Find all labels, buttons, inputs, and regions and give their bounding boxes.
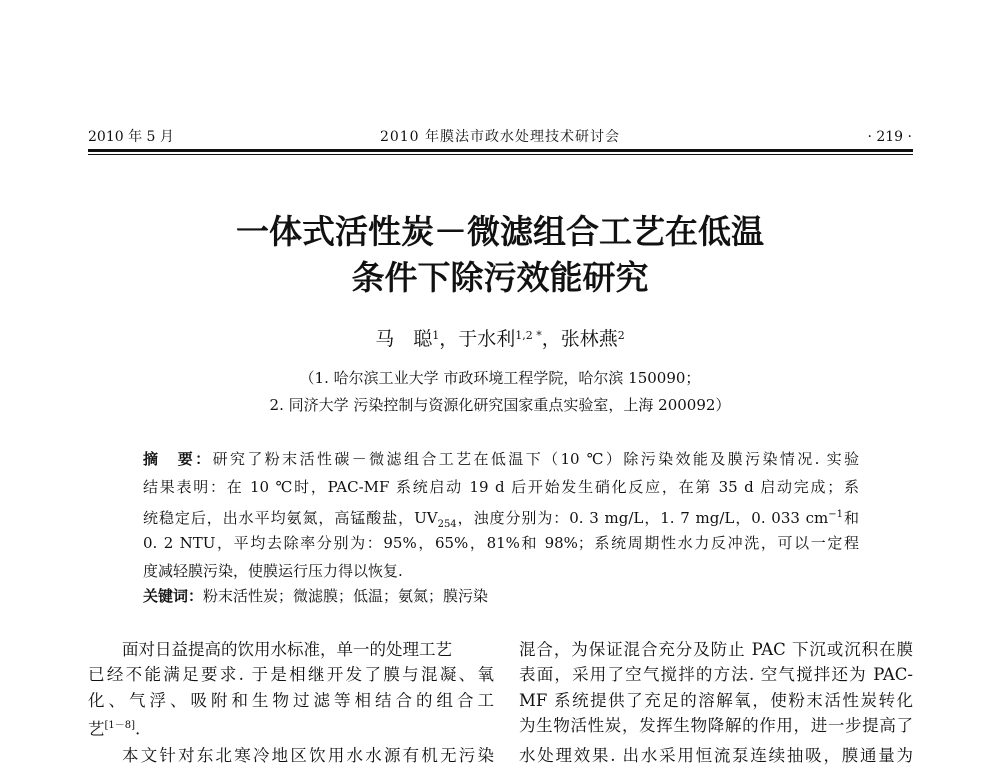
affiliation-line-1: （1. 哈尔滨工业大学 市政环境工程学院，哈尔滨 150090；: [299, 369, 701, 387]
abstract-line: [143, 448, 859, 470]
body-left-line: 本文针对东北寒冷地区饮用水水源有机无污染: [122, 746, 494, 765]
author-affil-mark: 1: [432, 329, 440, 342]
citation-marker: [1－8]: [104, 720, 136, 731]
author-affil-mark: 2: [617, 329, 625, 342]
abstract-line: 结果表明：在 10 ℃时，PAC-MF 系统启动 19 d 后开始发生硝化反应，在第 35 d 启动完成；系: [143, 478, 859, 496]
author-affil-mark: 1,2 *: [515, 329, 542, 342]
paper-title-line-2: 条件下除污效能研究: [351, 258, 649, 297]
author-separator: ，: [541, 328, 561, 350]
abstract-label: 摘 要：: [143, 450, 213, 468]
body-right-line: 为生物活性炭，发挥生物降解的作用，进一步提高了: [519, 716, 913, 735]
author-separator: ，: [439, 328, 459, 350]
body-right-line: 混合，为保证混合充分及防止 PAC 下沉或沉积在膜: [519, 640, 913, 659]
body-right-line: MF 系统提供了充足的溶解氧，使粉末活性炭转化: [519, 691, 913, 710]
body-text: .: [135, 719, 141, 739]
abstract-line: 0. 2 NTU，平均去除率分别为：95%，65%，81%和 98%；系统周期性水力反冲洗，可以一定程: [143, 534, 859, 552]
abstract-text: 统稳定后，出水平均氨氮，高锰酸盐，UV: [143, 509, 438, 527]
body-text: 艺: [88, 719, 105, 739]
body-right-line: 表面，采用了空气搅拌的方法. 空气搅拌还为 PAC-: [519, 665, 913, 684]
keywords-text: 粉末活性炭；微滤膜；低温；氨氮；膜污染: [203, 587, 489, 605]
body-left-line: [88, 713, 494, 742]
paper-title-line-1: 一体式活性炭－微滤组合工艺在低温: [236, 212, 764, 251]
abstract-text: ，浊度分别为：0. 3 mg/L，1. 7 mg/L，0. 033 cm: [456, 509, 829, 527]
keywords-label: 关键词：: [143, 587, 204, 605]
keywords-line: [143, 585, 859, 607]
author-name: 张林燕: [560, 328, 618, 350]
body-left-line: 化、气浮、吸附和生物过滤等相结合的组合工: [88, 691, 494, 710]
author-name: 于水利: [458, 328, 516, 350]
body-left-line: 已经不能满足要求. 于是相继开发了膜与混凝、氧: [88, 665, 494, 684]
body-left-line: 面对日益提高的饮用水标准，单一的处理工艺: [122, 640, 452, 659]
body-right-line: 水处理效果. 出水采用恒流泵连续抽吸，膜通量为: [519, 746, 913, 765]
author-name: 马 聪: [375, 328, 433, 350]
abstract-line: 度减轻膜污染，使膜运行压力得以恢复.: [143, 562, 403, 580]
affiliation-line-2: 2. 同济大学 污染控制与资源化研究国家重点实验室，上海 200092）: [269, 396, 731, 414]
header-rule-thin: [88, 154, 913, 155]
abstract-subscript: 254: [437, 519, 457, 530]
header-date: 2010 年 5 月: [88, 129, 174, 145]
abstract-text: 和: [843, 509, 859, 527]
header-rule: [88, 149, 913, 152]
header-conference: 2010 年膜法市政水处理技术研讨会: [379, 129, 621, 145]
abstract-text: 研究了粉末活性碳－微滤组合工艺在低温下（10 ℃）除污染效能及膜污染情况. 实验: [212, 450, 859, 468]
header-page-number: · 219 ·: [867, 129, 912, 145]
author-list: [0, 326, 1000, 352]
abstract-superscript: −1: [828, 509, 844, 520]
